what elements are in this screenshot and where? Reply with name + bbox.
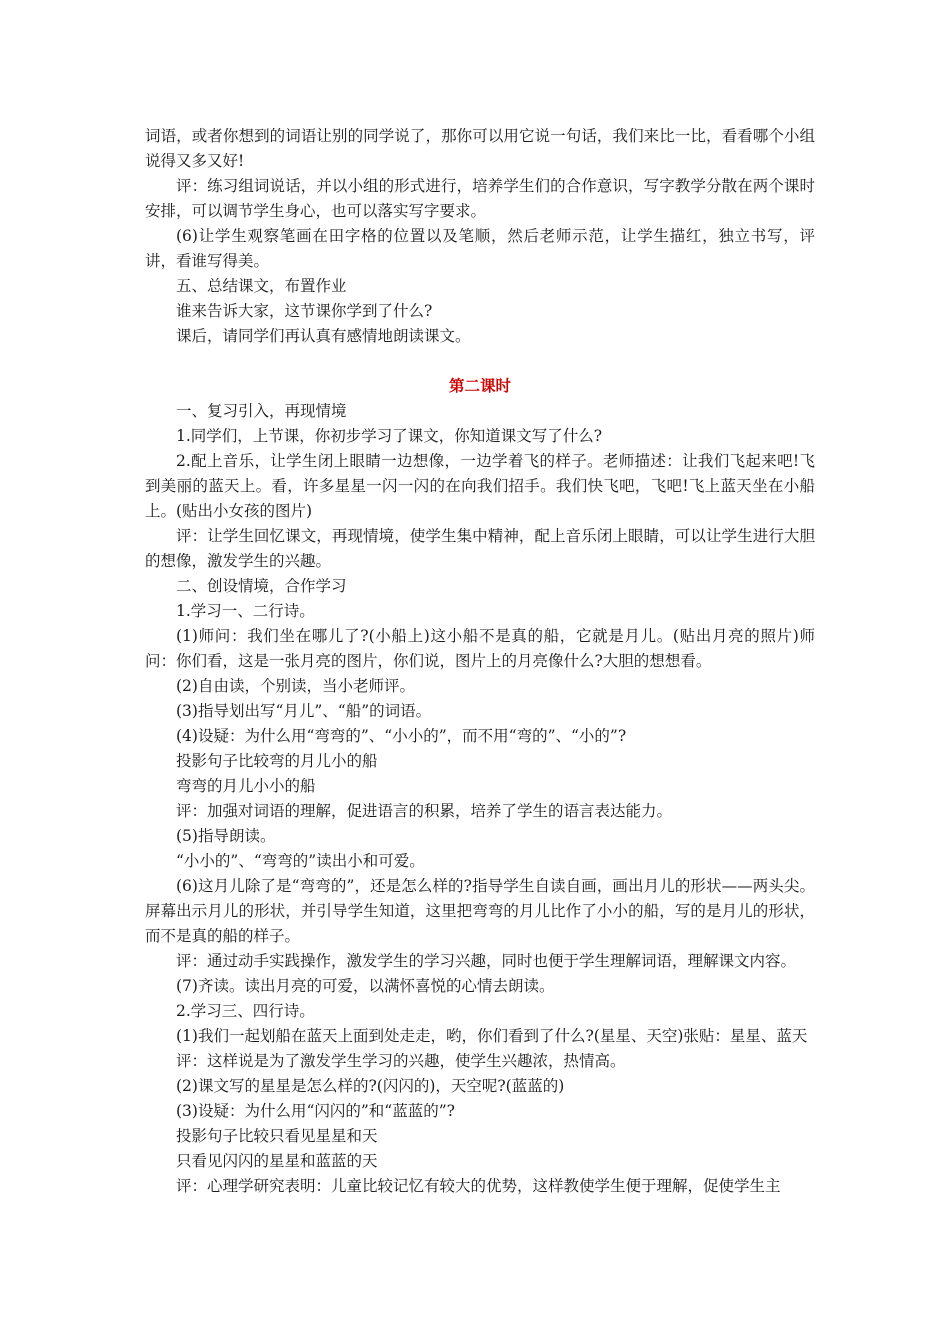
- paragraph: “小小的”、“弯弯的”读出小和可爱。: [176, 852, 425, 870]
- paragraph: 评：让学生回忆课文，再现情境，使学生集中精神，配上音乐闭上眼睛，可以让学生进行大胆的想像，激发学生的兴趣。: [145, 527, 815, 570]
- paragraph: 评：练习组词说话，并以小组的形式进行，培养学生们的合作意识，写字教学分散在两个课时安排，可以调节学生身心，也可以落实写字要求。: [145, 177, 815, 220]
- paragraph: (2)课文写的星星是怎么样的?(闪闪的)，天空呢?(蓝蓝的): [176, 1077, 565, 1095]
- section-heading: 第二课时: [448, 377, 511, 395]
- paragraph: 2.配上音乐，让学生闭上眼睛一边想像，一边学着飞的样子。老师描述：让我们飞起来吧!飞到美丽的蓝天上。看，许多星星一闪一闪的在向我们招手。我们快飞吧，飞吧!飞上蓝天坐在小船上。(贴出小女孩的图片): [145, 452, 815, 520]
- paragraph: 谁来告诉大家，这节课你学到了什么?: [176, 302, 433, 320]
- section-second-lesson: [145, 399, 815, 1199]
- paragraph: 课后，请同学们再认真有感情地朗读课文。: [176, 327, 471, 345]
- paragraph: 投影句子比较只看见星星和天: [176, 1127, 378, 1145]
- paragraph: (4)设疑：为什么用“弯弯的”、“小小的”，而不用“弯的”、“小的”?: [176, 727, 627, 745]
- paragraph: (3)指导划出写“月儿”、“船”的词语。: [176, 702, 432, 720]
- paragraph: (7)齐读。读出月亮的可爱，以满怀喜悦的心情去朗读。: [176, 977, 555, 995]
- document-body: [145, 124, 815, 1199]
- paragraph: 1.学习一、二行诗。: [176, 602, 315, 620]
- paragraph: (2)自由读，个别读，当小老师评。: [176, 677, 415, 695]
- paragraph: 二、创设情境，合作学习: [176, 577, 347, 595]
- paragraph: 只看见闪闪的星星和蓝蓝的天: [176, 1152, 378, 1170]
- paragraph: (1)我们一起划船在蓝天上面到处走走，哟，你们看到了什么?(星星、天空)张贴：星星、蓝天: [176, 1027, 808, 1045]
- paragraph: 弯弯的月儿小小的船: [176, 777, 316, 795]
- paragraph: 评：加强对词语的理解，促进语言的积累，培养了学生的语言表达能力。: [176, 802, 673, 820]
- paragraph: 评：这样说是为了激发学生学习的兴趣，使学生兴趣浓，热情高。: [176, 1052, 626, 1070]
- paragraph: 评：心理学研究表明：儿童比较记忆有较大的优势，这样教使学生便于理解，促使学生主: [176, 1177, 781, 1195]
- paragraph: 评：通过动手实践操作，激发学生的学习兴趣，同时也便于学生理解词语，理解课文内容。: [176, 952, 797, 970]
- section-first-lesson-end: [145, 124, 815, 349]
- paragraph: 投影句子比较弯的月儿小的船: [176, 752, 378, 770]
- paragraph: 1.同学们，上节课，你初步学习了课文，你知道课文写了什么?: [176, 427, 603, 445]
- section-gap: [145, 349, 815, 374]
- paragraph: (1)师问：我们坐在哪儿了?(小船上)这小船不是真的船，它就是月儿。(贴出月亮的照片)师问：你们看，这是一张月亮的图片，你们说，图片上的月亮像什么?大胆的想想看。: [145, 627, 815, 670]
- paragraph: 2.学习三、四行诗。: [176, 1002, 315, 1020]
- paragraph: (6)让学生观察笔画在田字格的位置以及笔顺，然后老师示范，让学生描红，独立书写，评讲，看谁写得美。: [145, 227, 815, 270]
- paragraph: 一、复习引入，再现情境: [176, 402, 347, 420]
- paragraph: (5)指导朗读。: [176, 827, 276, 845]
- paragraph: 五、总结课文，布置作业: [176, 277, 347, 295]
- paragraph: 词语，或者你想到的词语让别的同学说了，那你可以用它说一句话，我们来比一比，看看哪个小组说得又多又好!: [145, 127, 815, 170]
- paragraph: (6)这月儿除了是“弯弯的”，还是怎么样的?指导学生自读自画，画出月儿的形状——两头尖。屏幕出示月儿的形状，并引导学生知道，这里把弯弯的月儿比作了小小的船，写的是月儿的形状，而不是真的船的样子。: [145, 877, 815, 945]
- paragraph: (3)设疑：为什么用“闪闪的”和“蓝蓝的”?: [176, 1102, 455, 1120]
